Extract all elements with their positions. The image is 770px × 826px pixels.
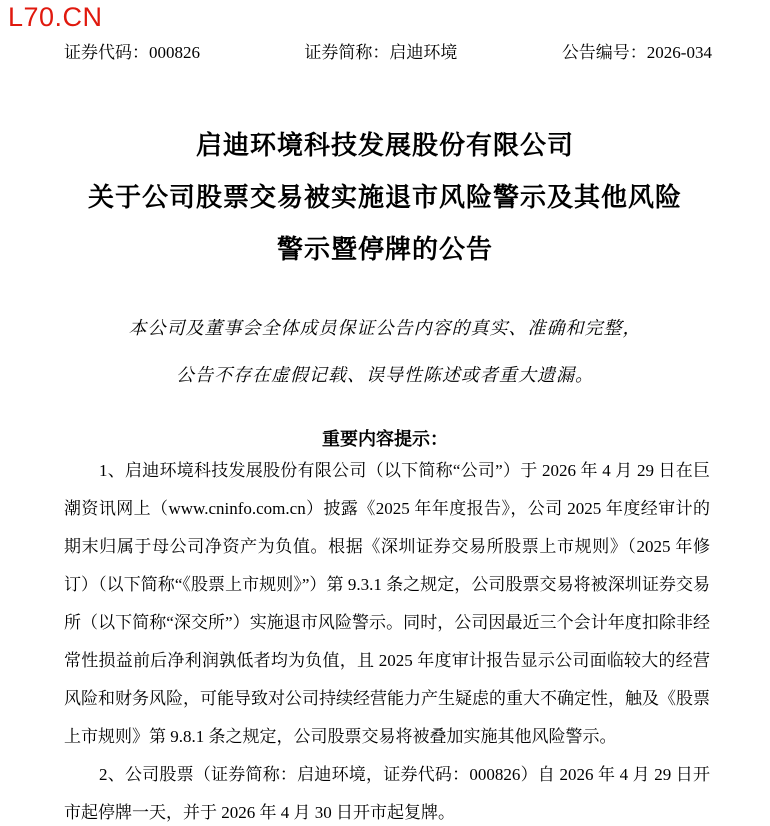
notice-paragraph-1: 1、启迪环境科技发展股份有限公司（以下简称“公司”）于 2026 年 4 月 29 日在巨潮资讯网上（www.cninfo.com.cn）披露《2025 年年度报告》，公司 2025 年度经审计的期末归属于母公司净资产为负值。根据《深圳证券交易所股票上市规则》（2025 年修订）（以下简称“《股票上市规则》”）第 9.3.1 条之规定，公司股票交易将被深圳证券交易所（以下简称“深交所”）实施退市风险警示。同时，公司因最近三个会计年度扣除非经常性损益前后净利润孰低者均为负值，且 2025 年度审计报告显示公司面临较大的经营风险和财务风险，可能导致对公司持续经营能力产生疑虑的重大不确定性，触及《股票上市规则》第 9.8.1 条之规定，公司股票交易将被叠加实施其他风险警示。: [64, 461, 710, 746]
announcement-number: 公告编号：2026-034: [561, 43, 712, 62]
document-header: [64, 38, 712, 63]
stock-abbreviation: 证券简称：启迪环境: [304, 43, 458, 62]
disclaimer-line-1: 本公司及董事会全体成员保证公告内容的真实、准确和完整，: [128, 318, 642, 338]
announcement-body: [64, 452, 710, 826]
stock-code: 证券代码：000826: [64, 43, 200, 62]
title-line-1: 启迪环境科技发展股份有限公司: [195, 131, 574, 160]
site-logo: L70.CN: [8, 2, 103, 32]
document-title: [0, 120, 770, 276]
board-disclaimer: [70, 305, 700, 399]
notice-paragraph-2: 2、公司股票（证券简称：启迪环境，证券代码：000826）自 2026 年 4 月 29 日开市起停牌一天，并于 2026 年 4 月 30 日开市起复牌。: [64, 765, 710, 822]
important-notice-heading: 重要内容提示：: [322, 429, 448, 449]
disclaimer-line-2: 公告不存在虚假记载、误导性陈述或者重大遗漏。: [176, 365, 594, 385]
title-line-2: 关于公司股票交易被实施退市风险警示及其他风险: [87, 183, 682, 212]
title-line-3: 警示暨停牌的公告: [276, 235, 493, 264]
